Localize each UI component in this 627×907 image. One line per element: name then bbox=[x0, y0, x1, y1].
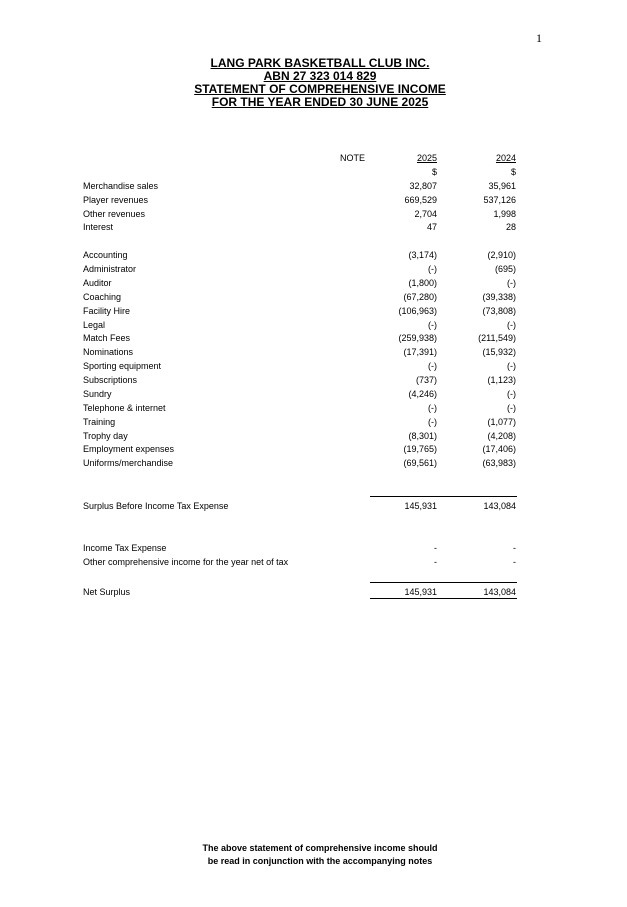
row-value-2025: (-) bbox=[428, 403, 437, 413]
row-value-2024: (-) bbox=[507, 278, 516, 288]
page-number: 1 bbox=[536, 31, 542, 45]
year-2025-header: 2025 bbox=[416, 153, 437, 163]
row-value-2024: (15,932) bbox=[482, 347, 516, 357]
subtotal-rule bbox=[370, 496, 517, 497]
row-label: Telephone & internet bbox=[83, 403, 166, 413]
note-column-header: NOTE bbox=[340, 153, 366, 163]
row-value-2024: 28 bbox=[505, 222, 516, 232]
row-label: Training bbox=[83, 417, 116, 427]
row-value-2025: (8,301) bbox=[408, 431, 437, 441]
currency-2025: $ bbox=[431, 167, 437, 177]
row-value-2025: (17,391) bbox=[403, 347, 437, 357]
row-value-2025: (3,174) bbox=[408, 250, 437, 260]
row-value-2025: (4,246) bbox=[408, 389, 437, 399]
surplus-before-tax-2024: 143,084 bbox=[483, 501, 516, 511]
other-comprehensive-income-2025: - bbox=[434, 557, 437, 567]
row-value-2025: 2,704 bbox=[414, 209, 437, 219]
row-value-2024: (2,910) bbox=[487, 250, 516, 260]
row-value-2024: (211,549) bbox=[478, 333, 516, 343]
income-tax-label: Income Tax Expense bbox=[83, 543, 167, 553]
total-bottom-rule bbox=[370, 598, 517, 599]
row-label: Administrator bbox=[83, 264, 137, 274]
row-label: Uniforms/merchandise bbox=[83, 458, 174, 468]
year-2024-header: 2024 bbox=[495, 153, 516, 163]
row-label: Legal bbox=[83, 320, 106, 330]
row-label: Coaching bbox=[83, 292, 122, 302]
row-value-2024: (1,077) bbox=[487, 417, 516, 427]
row-label: Accounting bbox=[83, 250, 128, 260]
row-value-2025: (-) bbox=[428, 417, 437, 427]
row-label: Facility Hire bbox=[83, 306, 131, 316]
net-surplus-label: Net Surplus bbox=[83, 587, 131, 597]
statement-header bbox=[160, 57, 480, 109]
total-top-rule bbox=[370, 582, 517, 583]
row-value-2024: (17,406) bbox=[482, 444, 516, 454]
row-value-2025: (19,765) bbox=[403, 444, 437, 454]
row-label: Player revenues bbox=[83, 195, 149, 205]
row-value-2025: (-) bbox=[428, 264, 437, 274]
income-tax-2025: - bbox=[434, 543, 437, 553]
row-value-2025: 47 bbox=[426, 222, 437, 232]
row-value-2025: (-) bbox=[428, 361, 437, 371]
row-label: Employment expenses bbox=[83, 444, 175, 454]
row-label: Subscriptions bbox=[83, 375, 138, 385]
row-label: Merchandise sales bbox=[83, 181, 159, 191]
statement-title: STATEMENT OF COMPREHENSIVE INCOME bbox=[194, 82, 446, 96]
row-value-2024: (73,808) bbox=[482, 306, 516, 316]
income-tax-2024: - bbox=[513, 543, 516, 553]
row-value-2024: (39,338) bbox=[482, 292, 516, 302]
row-label: Auditor bbox=[83, 278, 112, 288]
row-label: Sundry bbox=[83, 389, 112, 399]
footnote-line-1: The above statement of comprehensive income should bbox=[202, 843, 438, 853]
statement-period: FOR THE YEAR ENDED 30 JUNE 2025 bbox=[211, 95, 429, 109]
net-surplus-2025: 145,931 bbox=[404, 587, 437, 597]
other-comprehensive-income-label: Other comprehensive income for the year net of tax bbox=[83, 557, 289, 567]
net-surplus-2024: 143,084 bbox=[483, 587, 516, 597]
row-label: Other revenues bbox=[83, 209, 146, 219]
row-value-2025: (-) bbox=[428, 320, 437, 330]
row-value-2024: (1,123) bbox=[487, 375, 516, 385]
footnote-line-2: be read in conjunction with the accompanying notes bbox=[207, 856, 433, 866]
row-value-2024: 537,126 bbox=[483, 195, 516, 205]
row-value-2025: (737) bbox=[415, 375, 437, 385]
other-comprehensive-income-2024: - bbox=[513, 557, 516, 567]
row-value-2025: 32,807 bbox=[409, 181, 437, 191]
row-value-2025: (106,963) bbox=[398, 306, 437, 316]
abn: ABN 27 323 014 829 bbox=[263, 69, 377, 83]
row-value-2024: (695) bbox=[494, 264, 516, 274]
surplus-before-tax-2025: 145,931 bbox=[404, 501, 437, 511]
row-value-2025: (259,938) bbox=[398, 333, 437, 343]
row-value-2024: (-) bbox=[507, 361, 516, 371]
row-value-2024: (-) bbox=[507, 389, 516, 399]
row-value-2024: (-) bbox=[507, 403, 516, 413]
row-value-2025: (69,561) bbox=[403, 458, 437, 468]
club-name: LANG PARK BASKETBALL CLUB INC. bbox=[210, 56, 430, 70]
row-value-2024: 1,998 bbox=[493, 209, 516, 219]
row-value-2024: 35,961 bbox=[488, 181, 516, 191]
statement-footnote bbox=[160, 842, 480, 868]
row-value-2025: (1,800) bbox=[408, 278, 437, 288]
row-value-2025: (67,280) bbox=[403, 292, 437, 302]
row-value-2025: 669,529 bbox=[404, 195, 437, 205]
row-value-2024: (4,208) bbox=[487, 431, 516, 441]
row-label: Interest bbox=[83, 222, 114, 232]
row-label: Match Fees bbox=[83, 333, 131, 343]
row-value-2024: (63,983) bbox=[482, 458, 516, 468]
row-label: Sporting equipment bbox=[83, 361, 162, 371]
row-label: Nominations bbox=[83, 347, 134, 357]
row-label: Trophy day bbox=[83, 431, 128, 441]
surplus-before-tax-label: Surplus Before Income Tax Expense bbox=[83, 501, 229, 511]
row-value-2024: (-) bbox=[507, 320, 516, 330]
currency-2024: $ bbox=[510, 167, 516, 177]
